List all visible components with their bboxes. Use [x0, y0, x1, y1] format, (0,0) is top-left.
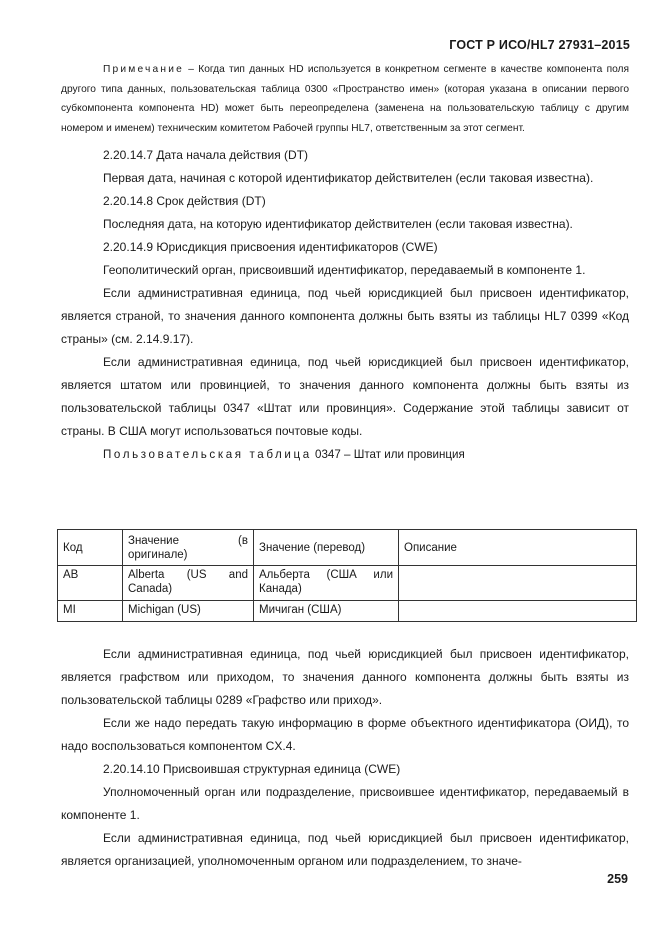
paragraph: Уполномоченный орган или подразделение, присвоившее идентификатор, передаваемый в компоненте 1.	[61, 785, 629, 822]
section-heading-2-20-14-9: 2.20.14.9 Юрисдикция присвоения идентификаторов (CWE)	[103, 240, 438, 255]
document-header: ГОСТ Р ИСО/HL7 27931–2015	[449, 38, 630, 52]
table-cell	[399, 601, 637, 622]
main-text-top	[61, 60, 629, 466]
paragraph: Если же надо передать такую информацию в форме объектного идентификатора (ОИД), то надо воспользоваться компонентом CX.4.	[61, 716, 629, 753]
table-cell: Альберта (США или Канада)	[254, 566, 399, 601]
table-caption	[61, 443, 629, 466]
table-0347	[57, 529, 637, 622]
paragraph: Если административная единица, под чьей юрисдикцией был присвоен идентификатор, является штатом или провинцией, то значения данного компонента должны быть взяты из пользовательской таблицы 0347 «Штат или провинция». Содержание этой таблицы зависит от страны. В США могут использоваться почтовые коды.	[61, 355, 629, 439]
note-text: – Когда тип данных HD используется в конкретном сегменте в качестве компонента поля другого типа данных, пользовательская таблица 0300 «Пространство имен» (которая указана в описании первого субкомпонента компонента HD) может быть переопределена (заменена на пользовательскую таблицу с другим номером и именем) техническим комитетом Рабочей группы HL7, ответственным за этот сегмент.	[61, 64, 629, 134]
section-heading-2-20-14-8: 2.20.14.8 Срок действия (DT)	[103, 194, 266, 209]
table-cell	[399, 566, 637, 601]
column-header: Значение (в оригинале)	[123, 530, 254, 566]
table-cell: AB	[58, 566, 123, 601]
section-heading-2-20-14-7: 2.20.14.7 Дата начала действия (DT)	[103, 148, 309, 163]
column-header: Значение (перевод)	[254, 530, 399, 566]
paragraph: Если административная единица, под чьей юрисдикцией был присвоен идентификатор, является страной, то значения данного компонента должны быть взяты из таблицы HL7 0399 «Код страны» (см. 2.14.9.17).	[61, 286, 629, 347]
section-heading-2-20-14-10: 2.20.14.10 Присвоившая структурная единица (CWE)	[103, 762, 401, 776]
paragraph: Первая дата, начиная с которой идентификатор действителен (если таковая известна).	[103, 171, 594, 186]
table-row	[58, 601, 637, 622]
table-caption-title: 0347 – Штат или провинция	[311, 448, 465, 462]
column-header: Описание	[399, 530, 637, 566]
paragraph: Геополитический орган, присвоивший идентификатор, передаваемый в компоненте 1.	[103, 263, 586, 278]
note-paragraph	[61, 60, 629, 138]
paragraph: Если административная единица, под чьей юрисдикцией был присвоен идентификатор, является организацией, уполномоченным органом или подразделением, то значе-	[61, 831, 629, 868]
paragraph: Если административная единица, под чьей юрисдикцией был присвоен идентификатор, является графством или приходом, то значения данного компонента должны быть взяты из пользовательской таблицы 0289 «Графство или приход».	[61, 647, 629, 707]
table-row	[58, 566, 637, 601]
table-cell: Alberta (US and Canada)	[123, 566, 254, 601]
table-caption-label: Пользовательская таблица	[103, 448, 312, 462]
main-text-bottom	[61, 643, 629, 873]
table-cell: MI	[58, 601, 123, 622]
column-header: Код	[58, 530, 123, 566]
table-header-row	[58, 530, 637, 566]
table-cell: Мичиган (США)	[254, 601, 399, 622]
paragraph: Последняя дата, на которую идентификатор действителен (если таковая известна).	[103, 217, 573, 232]
note-label: Примечание	[103, 64, 184, 75]
table-cell: Michigan (US)	[123, 601, 254, 622]
page-number: 259	[607, 872, 628, 886]
